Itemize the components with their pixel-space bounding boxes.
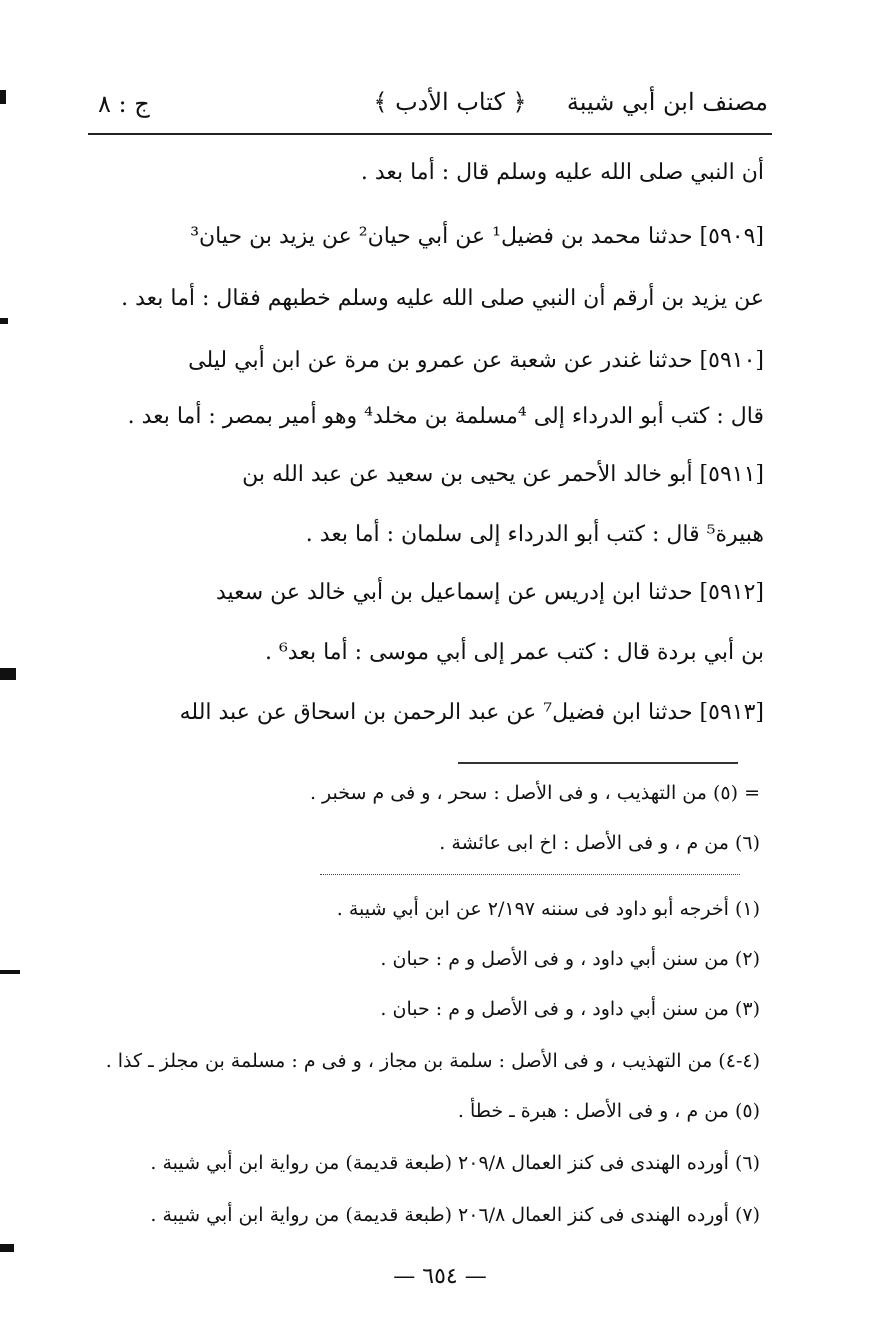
body-line: [٥٩١١] أبو خالد الأحمر عن يحيى بن سعيد عن عبد الله بن — [242, 462, 764, 487]
body-line: [٥٩١٣] حدثنا ابن فضيل⁷ عن عبد الرحمن بن اسحاق عن عبد الله — [179, 700, 764, 725]
scan-edge-mark — [0, 90, 6, 104]
scan-edge-mark — [0, 668, 16, 680]
body-line: قال : كتب أبو الدرداء إلى ⁴مسلمة بن مخلد⁴ وهو أمير بمصر : أما بعد . — [127, 404, 764, 429]
footnote: (٥) من م ، و فى الأصل : هبرة ـ خطأ . — [457, 1100, 760, 1122]
body-line: [٥٩١٢] حدثنا ابن إدريس عن إسماعيل بن أبي خالد عن سعيد — [215, 580, 764, 605]
footnote-separator — [320, 874, 740, 875]
page-number: — ٦٥٤ — — [393, 1264, 487, 1289]
scan-edge-mark — [0, 970, 20, 974]
footnote-divider — [458, 762, 738, 764]
footnote: (١) أخرجه أبو داود فى سننه ٢/١٩٧ عن ابن أبي شيبة . — [336, 898, 760, 920]
body-line: بن أبي بردة قال : كتب عمر إلى أبي موسى : أما بعد⁶ . — [264, 640, 764, 665]
footnote: (٢) من سنن أبي داود ، و فى الأصل و م : حبان . — [380, 948, 760, 970]
header-rule — [88, 133, 772, 135]
body-line: [٥٩٠٩] حدثنا محمد بن فضيل¹ عن أبي حيان² عن يزيد بن حيان³ — [190, 224, 764, 249]
footnote-continued: (٦) من م ، و فى الأصل : اخ ابى عائشة . — [439, 832, 760, 854]
footnote: (٧) أورده الهندى فى كنز العمال ٢٠٦/٨ (طبعة قديمة) من رواية ابن أبي شيبة . — [150, 1204, 760, 1226]
running-head-chapter: ﴿ كتاب الأدب ﴾ — [373, 88, 527, 116]
running-head-volume: ج : ٨ — [98, 90, 150, 118]
body-line: هبيرة⁵ قال : كتب أبو الدرداء إلى سلمان : أما بعد . — [305, 522, 764, 547]
footnote: (٣) من سنن أبي داود ، و فى الأصل و م : حبان . — [380, 998, 760, 1020]
footnote: (٦) أورده الهندى فى كنز العمال ٢٠٩/٨ (طبعة قديمة) من رواية ابن أبي شيبة . — [150, 1152, 760, 1174]
body-line: عن يزيد بن أرقم أن النبي صلى الله عليه وسلم خطبهم فقال : أما بعد . — [121, 286, 764, 311]
running-head-book-title: مصنف ابن أبي شيبة — [566, 88, 768, 116]
scan-edge-mark — [0, 318, 8, 324]
footnote: (٤-٤) من التهذيب ، و فى الأصل : سلمة بن مجاز ، و فى م : مسلمة بن مجلز ـ كذا . — [105, 1050, 760, 1072]
body-line: أن النبي صلى الله عليه وسلم قال : أما بعد . — [360, 160, 764, 185]
body-line: [٥٩١٠] حدثنا غندر عن شعبة عن عمرو بن مرة عن ابن أبي ليلى — [188, 348, 764, 373]
footnote-continued: = (٥) من التهذيب ، و فى الأصل : سحر ، و فى م سخبر . — [309, 782, 760, 804]
scan-edge-mark — [0, 1244, 14, 1252]
